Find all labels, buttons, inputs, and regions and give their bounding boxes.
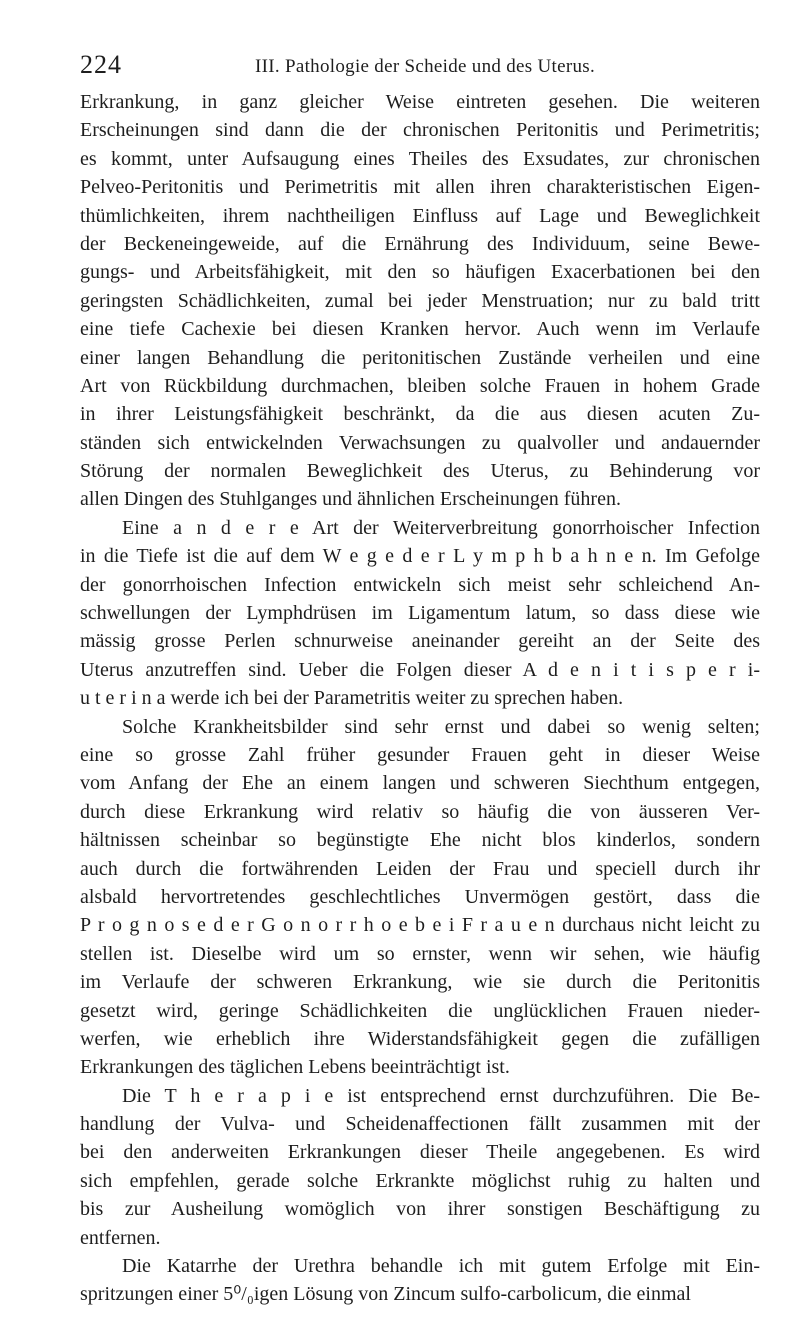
text-line: allen Dingen des Stuhlganges und ähnlichen Erscheinungen führen. [80, 488, 621, 511]
text-line: Art von Rückbildung durchmachen, bleiben solche Frauen in hohem Grade [80, 374, 760, 397]
text-line: gesetzt wird, geringe Schädlichkeiten die unglücklichen Frauen nieder- [80, 999, 760, 1022]
text-line: im Verlaufe der schweren Erkrankung, wie sie durch die Peritonitis [80, 971, 760, 994]
text-line: Uterus anzutreffen sind. Ueber die Folgen dieser A d e n i t i s p e r i- [80, 658, 760, 681]
text-line: der gonorrhoischen Infection entwickeln sich meist sehr schleichend An- [80, 573, 760, 596]
text-line: Solche Krankheitsbilder sind sehr ernst und dabei so wenig selten; [122, 715, 760, 738]
text-line: sich empfehlen, gerade solche Erkrankte möglichst ruhig zu halten und [80, 1169, 760, 1192]
text-line: Die Katarrhe der Urethra behandle ich mit gutem Erfolge mit Ein- [122, 1255, 760, 1278]
text-line: schwellungen der Lymphdrüsen im Ligamentum latum, so dass diese wie [80, 602, 760, 625]
text-line: auch durch die fortwährenden Leiden der Frau und speciell durch ihr [80, 857, 760, 880]
text-line: Erkrankung, in ganz gleicher Weise eintreten gesehen. Die weiteren [80, 91, 760, 113]
text-line: geringsten Schädlichkeiten, zumal bei jeder Menstruation; nur zu bald tritt [80, 289, 760, 312]
text-line: u t e r i n a werde ich bei der Parametritis weiter zu sprechen haben. [80, 687, 624, 710]
text-line: Erscheinungen sind dann die der chronischen Peritonitis und Perimetritis; [80, 119, 760, 142]
running-head: III. Pathologie der Scheide und des Uterus. [255, 56, 596, 77]
text-line: vom Anfang der Ehe an einem langen und schweren Siechthum entgegen, [80, 772, 760, 795]
page-number: 224 [80, 50, 122, 79]
text-line: alsbald hervortretendes geschlechtliches Unvermögen gestört, dass die [80, 885, 760, 908]
text-line: hältnissen scheinbar so begünstigte Ehe nicht blos kinderlos, sondern [80, 829, 760, 852]
text-line: Die T h e r a p i e ist entsprechend ernst durchzuführen. Die Be- [122, 1084, 760, 1107]
text-line: Störung der normalen Beweglichkeit des Uterus, zu Behinderung vor [80, 460, 760, 483]
text-line: eine tiefe Cachexie bei diesen Kranken hervor. Auch wenn im Verlaufe [80, 318, 760, 341]
text-line: handlung der Vulva- und Scheidenaffectionen fällt zusammen mit der [80, 1113, 760, 1136]
text-line: thümlichkeiten, ihrem nachtheiligen Einfluss auf Lage und Beweglichkeit [80, 204, 760, 227]
text-line: bis zur Ausheilung womöglich von ihrer sonstigen Beschäftigung zu [80, 1198, 760, 1221]
text-line: entfernen. [80, 1226, 161, 1249]
text-line: bei den anderweiten Erkrankungen dieser Theile angegebenen. Es wird [80, 1141, 760, 1164]
text-line: einer langen Behandlung die peritonitischen Zustände verheilen und eine [80, 346, 760, 369]
text-line: Eine a n d e r e Art der Weiterverbreitung gonorrhoischer Infection [122, 516, 760, 539]
text-line: spritzungen einer 5⁰/₀igen Lösung von Zincum sulfo-carbolicum, die einmal [80, 1283, 691, 1306]
page-header [80, 50, 760, 80]
text-line: mässig grosse Perlen schnurweise aneinander gereiht an der Seite des [80, 630, 760, 653]
text-line: es kommt, unter Aufsaugung eines Theiles des Exsudates, zur chronischen [80, 147, 760, 170]
text-line: Pelveo-Peritonitis und Perimetritis mit allen ihren charakteristischen Eigen- [80, 176, 760, 199]
text-line: gungs- und Arbeitsfähigkeit, mit den so häufigen Exacerbationen bei den [80, 261, 760, 284]
text-line: eine so grosse Zahl früher gesunder Frauen geht in dieser Weise [80, 743, 760, 766]
text-line: stellen ist. Dieselbe wird um so ernster, wenn wir sehen, wie häufig [80, 942, 760, 965]
text-line: durch diese Erkrankung wird relativ so häufig die von äusseren Ver- [80, 800, 760, 823]
text-line: P r o g n o s e d e r G o n o r r h o e b e i F r a u e n durchaus nicht leicht zu [80, 914, 760, 937]
text-line: der Beckeneingeweide, auf die Ernährung des Individuum, seine Bewe- [80, 232, 760, 255]
text-line: werfen, wie erheblich ihre Widerstandsfähigkeit gegen die zufälligen [80, 1027, 760, 1050]
text-line: ständen sich entwickelnden Verwachsungen zu qualvoller und andauernder [80, 431, 760, 454]
text-line: in die Tiefe ist die auf dem W e g e d e r L y m p h b a h n e n. Im Gefolge [80, 545, 760, 568]
body-text [80, 88, 760, 1309]
text-line: Erkrankungen des täglichen Lebens beeinträchtigt ist. [80, 1056, 510, 1079]
text-line: in ihrer Leistungsfähigkeit beschränkt, da die aus diesen acuten Zu- [80, 403, 760, 426]
